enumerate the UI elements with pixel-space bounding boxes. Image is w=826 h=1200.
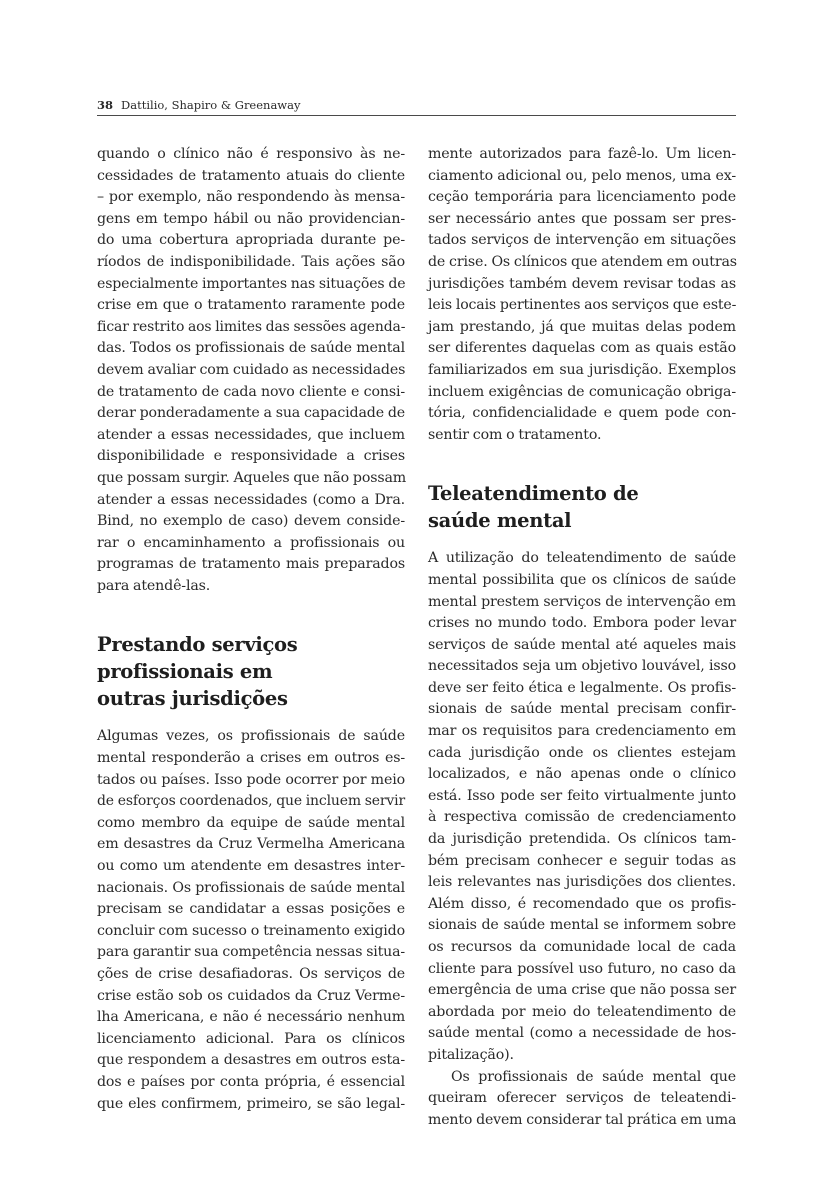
- text-line: Os profissionais de saúde mental que: [451, 1068, 736, 1085]
- text-line: licenciamento adicional. Para os clínicos: [97, 1030, 405, 1047]
- text-line: localizados, e não apenas onde o clínico: [428, 766, 736, 783]
- text-line: rar o encaminhamento a profissionais ou: [97, 534, 405, 551]
- text-line: que eles confirmem, primeiro, se são legal-: [97, 1095, 405, 1112]
- text-line: do uma cobertura apropriada durante pe-: [97, 232, 405, 249]
- text-line: em desastres da Cruz Vermelha Americana: [97, 836, 405, 853]
- text-line: tados serviços de intervenção em situações: [428, 232, 736, 249]
- text-line: mento devem considerar tal prática em uma: [428, 1111, 737, 1128]
- text-line: ríodos de indisponibilidade. Tais ações são: [97, 253, 405, 270]
- text-line: atender a essas necessidades, que incluem: [97, 426, 405, 443]
- text-line: mental responderão a crises em outros es-: [97, 750, 405, 767]
- text-line: necessitados seja um objetivo louvável, isso: [428, 658, 736, 675]
- text-line: pitalização).: [428, 1046, 514, 1063]
- text-line: familiarizados em sua jurisdição. Exemplos: [428, 361, 736, 378]
- text-line: disponibilidade e responsividade a crises: [97, 448, 405, 465]
- text-line: programas de tratamento mais preparados: [97, 556, 405, 573]
- text-line: mar os requisitos para credenciamento em: [428, 723, 736, 740]
- text-line: sionais de saúde mental se informem sobre: [428, 917, 736, 934]
- text-line: cliente para possível uso futuro, no caso da: [428, 960, 736, 977]
- heading-line: saúde mental: [428, 509, 572, 533]
- text-line: de crise. Os clínicos que atendem em outras: [428, 253, 737, 270]
- text-line: jam prestando, já que muitas delas podem: [428, 318, 736, 335]
- text-line: precisam se candidatar a essas posições e: [97, 901, 405, 918]
- section-heading-other-jurisdictions: [97, 631, 405, 712]
- text-line: ciamento adicional ou, pelo menos, uma ex-: [428, 167, 736, 184]
- text-line: jurisdições também devem revisar todas as: [428, 275, 736, 292]
- text-line: de tratamento de cada novo cliente e consi-: [97, 383, 405, 400]
- text-line: cada jurisdição onde os clientes estejam: [428, 744, 736, 761]
- left-column: [97, 144, 405, 1115]
- text-line: deve ser feito ética e legalmente. Os profis-: [428, 679, 736, 696]
- text-line: Bind, no exemplo de caso) devem conside-: [97, 513, 405, 530]
- heading-line: Teleatendimento de: [428, 482, 639, 506]
- paragraph-continued: [428, 144, 736, 446]
- text-line: crise em que o tratamento raramente pode: [97, 297, 405, 314]
- paragraph: [97, 726, 405, 1115]
- text-line: queiram oferecer serviços de teleatendi-: [428, 1090, 736, 1107]
- text-line: está. Isso pode ser feito virtualmente junto: [428, 787, 736, 804]
- text-line: bém precisam conhecer e seguir todas as: [428, 852, 736, 869]
- text-line: para atendê-las.: [97, 577, 211, 594]
- text-line: ser necessário antes que possam ser pres-: [428, 210, 736, 227]
- text-line: de esforços coordenados, que incluem servir: [97, 793, 405, 810]
- text-line: os recursos da comunidade local de cada: [428, 939, 736, 955]
- text-line: devem avaliar com cuidado as necessidades: [97, 361, 406, 378]
- text-line: leis relevantes nas jurisdições dos clientes.: [428, 874, 736, 891]
- text-line: abordada por meio do teleatendimento de: [428, 1003, 736, 1020]
- page-number: 38: [97, 98, 114, 112]
- text-line: à respectiva comissão de credenciamento: [428, 809, 736, 826]
- text-line: crises no mundo todo. Embora poder levar: [428, 615, 736, 632]
- text-line: cessidades de tratamento atuais do cliente: [97, 167, 405, 184]
- text-line: A utilização do teleatendimento de saúde: [428, 550, 736, 567]
- right-column: [428, 144, 736, 1131]
- text-line: ser diferentes daquelas com as quais estão: [428, 340, 736, 357]
- text-line: gens em tempo hábil ou não providencian-: [97, 210, 405, 227]
- text-line: tados ou países. Isso pode ocorrer por meio: [97, 771, 405, 788]
- heading-line: outras jurisdições: [97, 687, 288, 711]
- text-line: ções de crise desafiadoras. Os serviços de: [97, 966, 405, 982]
- text-line: sionais de saúde mental precisam confir-: [428, 701, 736, 718]
- text-line: lha Americana, e não é necessário nenhum: [97, 1009, 405, 1026]
- text-line: derar ponderadamente a sua capacidade de: [97, 405, 405, 422]
- text-line: atender a essas necessidades (como a Dra.: [97, 491, 405, 508]
- text-line: dos e países por conta própria, é essencial: [97, 1073, 405, 1090]
- text-line: – por exemplo, não respondendo às mensa-: [97, 189, 405, 206]
- paragraph-continued: [97, 144, 405, 597]
- running-head: [97, 97, 736, 116]
- text-line: crise estão sob os cuidados da Cruz Verme-: [97, 987, 405, 1004]
- text-line: que respondem a desastres em outros esta-: [97, 1052, 405, 1069]
- text-line: Algumas vezes, os profissionais de saúde: [97, 728, 405, 745]
- text-line: saúde mental (como a necessidade de hos-: [428, 1025, 736, 1042]
- text-line: como membro da equipe de saúde mental: [97, 814, 405, 831]
- text-line: que possam surgir. Aqueles que não possam: [97, 469, 407, 486]
- text-line: das. Todos os profissionais de saúde mental: [97, 340, 405, 357]
- text-line: ou como um atendente em desastres inter-: [97, 858, 405, 875]
- text-line: nacionais. Os profissionais de saúde mental: [97, 879, 405, 896]
- text-line: leis locais pertinentes aos serviços que este-: [428, 297, 737, 314]
- heading-line: profissionais em: [97, 660, 273, 684]
- text-line: da jurisdição pretendida. Os clínicos tam-: [428, 831, 736, 848]
- text-line: mental prestem serviços de intervenção em: [428, 593, 736, 610]
- text-line: ficar restrito aos limites das sessões agenda-: [97, 318, 406, 335]
- text-line: mental possibilita que os clínicos de saúde: [428, 571, 736, 588]
- heading-line: Prestando serviços: [97, 633, 298, 657]
- text-line: incluem exigências de comunicação obriga-: [428, 383, 736, 400]
- paragraph: [428, 548, 736, 1066]
- text-line: Além disso, é recomendado que os profis-: [428, 895, 736, 912]
- section-heading-telehealth: [428, 480, 736, 534]
- text-line: quando o clínico não é responsivo às ne-: [97, 146, 405, 162]
- text-line: mente autorizados para fazê-lo. Um licen-: [428, 146, 736, 162]
- text-line: tória, confidencialidade e quem pode con-: [428, 405, 736, 422]
- text-line: serviços de saúde mental até aqueles mais: [428, 636, 736, 653]
- text-line: especialmente importantes nas situações de: [97, 275, 406, 292]
- text-line: sentir com o tratamento.: [428, 426, 602, 443]
- text-line: para garantir sua competência nessas situa-: [97, 944, 405, 961]
- paragraph: [428, 1067, 736, 1132]
- text-line: ceção temporária para licenciamento pode: [428, 189, 736, 206]
- running-head-authors: Dattilio, Shapiro & Greenaway: [121, 98, 301, 112]
- text-line: emergência de uma crise que não possa ser: [428, 982, 736, 999]
- text-line: concluir com sucesso o treinamento exigido: [97, 922, 405, 939]
